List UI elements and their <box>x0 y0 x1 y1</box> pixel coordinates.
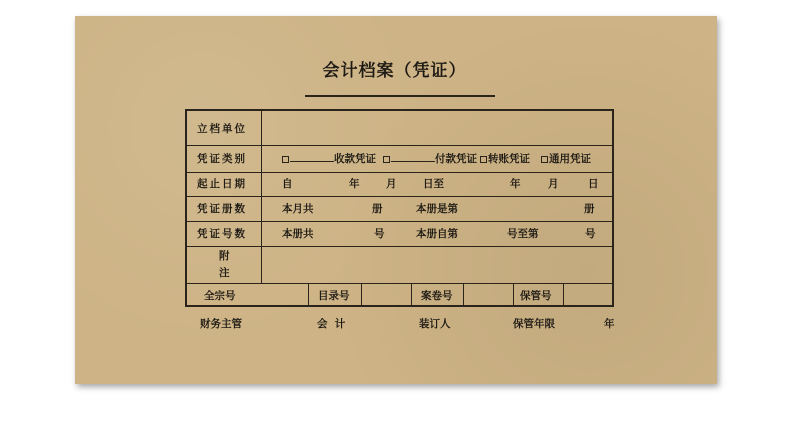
title-underline <box>305 95 495 97</box>
notes-label-bottom: 注 <box>219 267 230 279</box>
general-voucher-label: 通用凭证 <box>549 153 591 165</box>
receipt-voucher-label: 收款凭证 <box>334 153 376 165</box>
fonds-number-label: 全宗号 <box>204 290 236 302</box>
checkbox-icon <box>480 156 487 163</box>
archive-form-table <box>185 109 614 307</box>
blank-line <box>391 153 435 162</box>
checkbox-icon <box>282 156 289 163</box>
receipt-voucher-option[interactable] <box>282 153 376 165</box>
voucher-numbers-label: 凭证号数 <box>197 228 247 240</box>
voucher-type-label: 凭证类别 <box>197 153 247 165</box>
cell-divider <box>513 283 514 307</box>
unit-label: 立档单位 <box>197 123 247 135</box>
row-divider <box>187 145 612 146</box>
payment-voucher-option[interactable] <box>383 153 477 165</box>
label-column-divider <box>261 111 262 283</box>
number-unit-1: 号 <box>374 228 385 240</box>
cell-divider <box>308 283 309 307</box>
book-total-numbers: 本册共 <box>282 228 314 240</box>
retention-year-label: 年 <box>604 318 615 330</box>
payment-voucher-label: 付款凭证 <box>435 153 477 165</box>
checkbox-icon <box>383 156 390 163</box>
custody-number-label: 保管号 <box>520 290 552 302</box>
accountant-label: 会 计 <box>317 318 346 330</box>
number-unit-2: 号 <box>585 228 596 240</box>
voucher-volumes-label: 凭证册数 <box>197 203 247 215</box>
date-month-1: 月 <box>386 178 397 190</box>
date-month-2: 月 <box>548 178 559 190</box>
volume-unit-1: 册 <box>372 203 383 215</box>
catalog-number-label: 目录号 <box>318 290 350 302</box>
number-to: 号至第 <box>507 228 539 240</box>
transfer-voucher-option[interactable] <box>480 153 530 165</box>
row-divider <box>187 283 612 284</box>
date-year-2: 年 <box>510 178 521 190</box>
month-total-volumes: 本月共 <box>282 203 314 215</box>
row-divider <box>187 221 612 222</box>
volume-unit-2: 册 <box>584 203 595 215</box>
notes-label-top: 附 <box>219 250 230 262</box>
date-range-label: 起止日期 <box>197 178 247 190</box>
row-divider <box>187 172 612 173</box>
file-number-label: 案卷号 <box>421 290 453 302</box>
retention-period-label: 保管年限 <box>513 318 555 330</box>
date-from: 自 <box>282 178 293 190</box>
binder-label: 装订人 <box>419 318 451 330</box>
book-from-number: 本册自第 <box>416 228 458 240</box>
finance-supervisor-label: 财务主管 <box>200 318 242 330</box>
cell-divider <box>361 283 362 307</box>
date-day-2: 日 <box>588 178 599 190</box>
transfer-voucher-label: 转账凭证 <box>488 153 530 165</box>
date-day-to: 日至 <box>423 178 444 190</box>
row-divider <box>187 196 612 197</box>
cell-divider <box>563 283 564 307</box>
this-volume-is: 本册是第 <box>416 203 458 215</box>
blank-line <box>290 153 334 162</box>
date-year-1: 年 <box>349 178 360 190</box>
row-divider <box>187 246 612 247</box>
checkbox-icon <box>541 156 548 163</box>
general-voucher-option[interactable] <box>541 153 591 165</box>
page-title: 会计档案（凭证） <box>322 61 467 81</box>
cell-divider <box>411 283 412 307</box>
cell-divider <box>463 283 464 307</box>
